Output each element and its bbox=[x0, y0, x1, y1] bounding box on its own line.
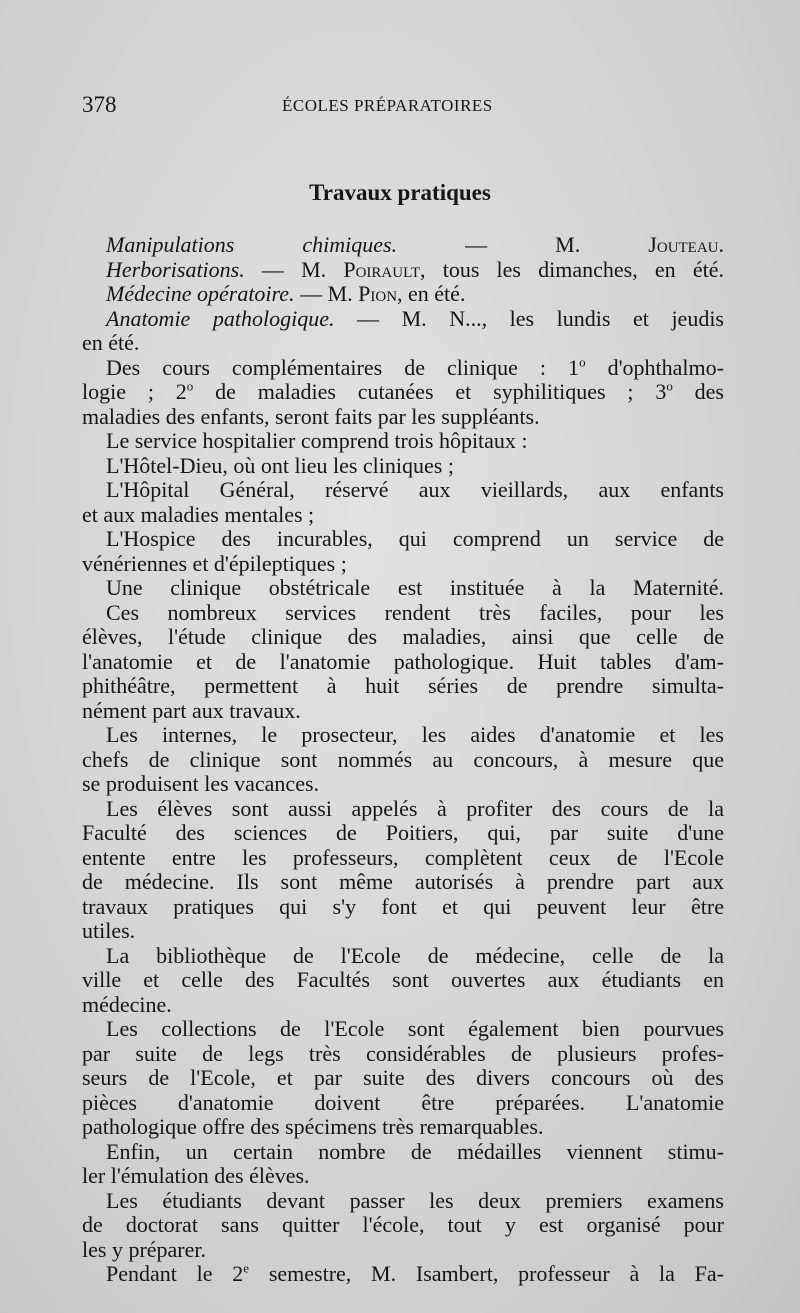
text-line: L'Hôtel-Dieu, où ont lieu les cliniques ; bbox=[106, 452, 454, 478]
text-line: Anatomie pathologique. — M. N..., les lundis et jeudis bbox=[106, 305, 724, 331]
page-header bbox=[82, 92, 722, 122]
text-line: entente entre les professeurs, complètent ceux de l'Ecole bbox=[82, 844, 724, 870]
text-line: l'anatomie et de l'anatomie pathologique. Huit tables d'am- bbox=[82, 648, 724, 674]
text-line: Les étudiants devant passer les deux premiers examens bbox=[106, 1187, 724, 1213]
text-line: élèves, l'étude clinique des maladies, ainsi que celle de bbox=[82, 624, 724, 649]
text-line: ville et celle des Facultés sont ouvertes aux étudiants en bbox=[82, 967, 724, 992]
text-line: nément part aux travaux. bbox=[82, 697, 301, 723]
text-line: ler l'émulation des élèves. bbox=[82, 1163, 310, 1188]
text-line: La bibliothèque de l'Ecole de médecine, celle de la bbox=[106, 942, 724, 968]
text-line: se produisent les vacances. bbox=[82, 771, 320, 796]
text-line: phithéâtre, permettent à huit séries de prendre simulta- bbox=[82, 673, 724, 698]
text-line: de médecine. Ils sont même autorisés à prendre part aux bbox=[82, 869, 724, 894]
text-line: et aux maladies mentales ; bbox=[82, 501, 315, 527]
text-line: logie ; 2$^o$ de maladies cutanées et syphilitiques ; 3$^o$ des bbox=[82, 378, 724, 404]
text-line: Les élèves sont aussi appelés à profiter des cours de la bbox=[106, 795, 724, 821]
body-text bbox=[82, 233, 724, 1287]
text-line: pathologique offre des spécimens très remarquables. bbox=[82, 1114, 544, 1139]
text-line: Faculté des sciences de Poitiers, qui, par suite d'une bbox=[82, 820, 724, 845]
text-line: Des cours complémentaires de clinique : 1$^o$ d'ophthalmo- bbox=[106, 354, 724, 380]
text-line: de doctorat sans quitter l'école, tout y est organisé pour bbox=[82, 1212, 724, 1237]
text-line: chefs de clinique sont nommés au concours, à mesure que bbox=[82, 746, 724, 772]
text-line: Herborisations. — M. Poirault, tous les dimanches, en été. bbox=[106, 256, 724, 282]
text-line: Pendant le 2e semestre, M. Isambert, professeur à la Fa- bbox=[106, 1260, 724, 1286]
text-line: Enfin, un certain nombre de médailles viennent stimu- bbox=[106, 1138, 724, 1164]
text-line: utiles. bbox=[82, 918, 136, 943]
text-line: les y préparer. bbox=[82, 1236, 206, 1262]
text-line: travaux pratiques qui s'y font et qui peuvent leur être bbox=[82, 893, 724, 919]
text-line: médecine. bbox=[82, 991, 172, 1017]
text-line: maladies des enfants, seront faits par les suppléants. bbox=[82, 403, 540, 429]
text-line: Ces nombreux services rendent très faciles, pour les bbox=[106, 599, 724, 625]
text-line: Une clinique obstétricale est instituée à la Maternité. bbox=[106, 575, 724, 600]
running-head: ÉCOLES PRÉPARATOIRES bbox=[282, 96, 493, 115]
text-line: Les collections de l'Ecole sont également bien pourvues bbox=[106, 1016, 724, 1041]
section-title: Travaux pratiques bbox=[309, 180, 491, 205]
page-number: 378 bbox=[82, 92, 117, 117]
text-line: vénériennes et d'épileptiques ; bbox=[82, 550, 347, 576]
text-line: Le service hospitalier comprend trois hôpitaux : bbox=[106, 428, 528, 453]
text-line: Les internes, le prosecteur, les aides d'anatomie et les bbox=[106, 722, 724, 747]
text-line: par suite de legs très considérables de plusieurs profes- bbox=[82, 1040, 724, 1066]
text-line: L'Hôpital Général, réservé aux vieillards, aux enfants bbox=[106, 477, 724, 502]
text-line: Médecine opératoire. — M. Pion, en été. bbox=[106, 281, 466, 306]
text-line: en été. bbox=[82, 330, 140, 355]
text-line: Manipulations chimiques. — M. Jouteau. bbox=[106, 232, 725, 257]
text-line: seurs de l'Ecole, et par suite des divers concours où des bbox=[82, 1065, 724, 1090]
text-line: L'Hospice des incurables, qui comprend un service de bbox=[106, 526, 724, 551]
text-line: pièces d'anatomie doivent être préparées. L'anatomie bbox=[82, 1089, 724, 1115]
